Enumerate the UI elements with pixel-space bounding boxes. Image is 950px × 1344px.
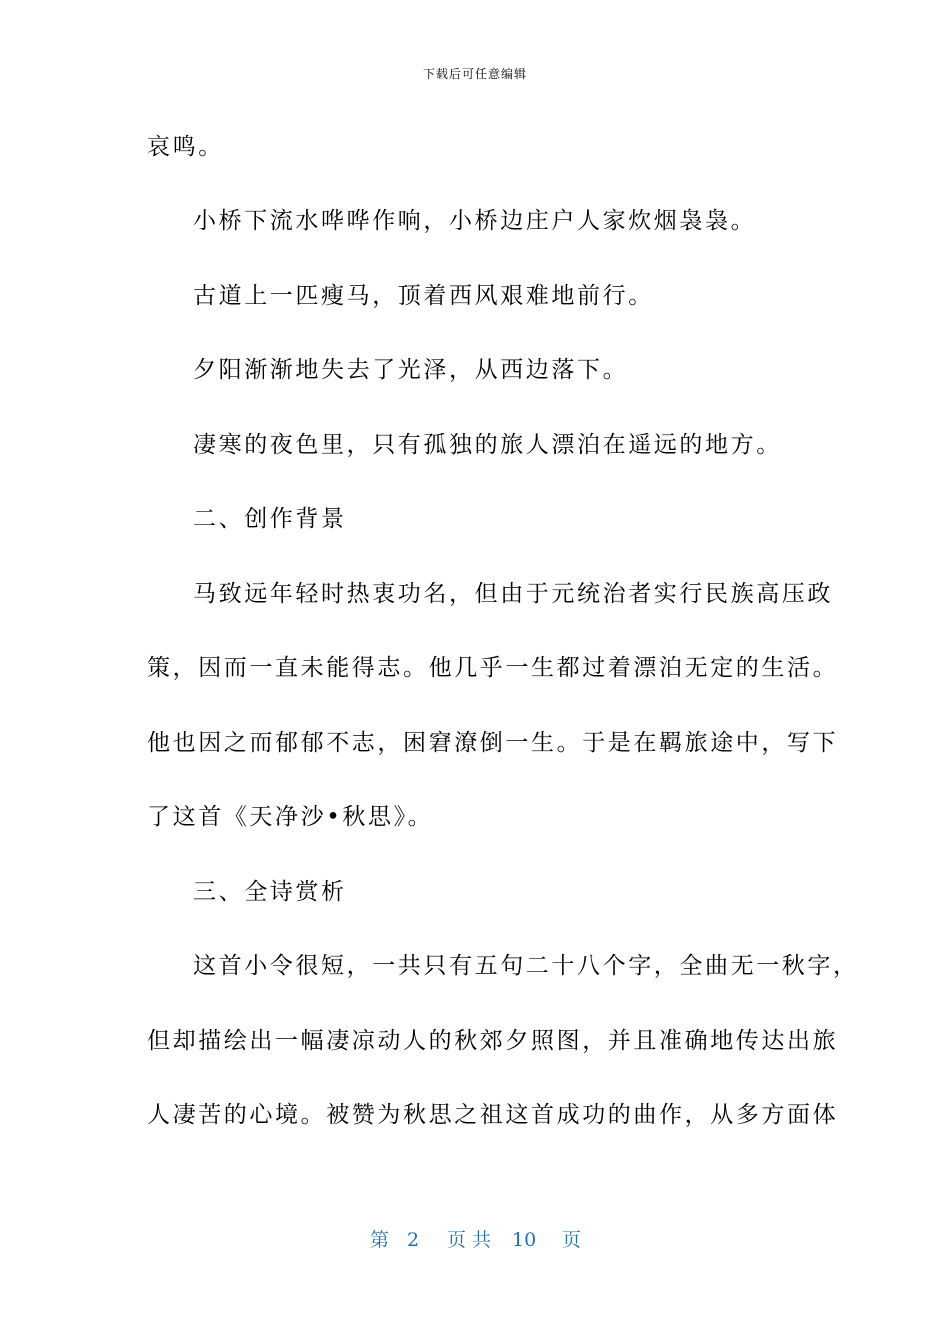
text-line: 了这首《天净沙•秋思》。	[147, 804, 434, 830]
section-heading: 三、全诗赏析	[193, 879, 347, 905]
page-footer	[0, 1226, 950, 1254]
footer-prefix: 第	[370, 1229, 390, 1251]
section-heading: 二、创作背景	[193, 506, 347, 532]
text-line: 凄寒的夜色里，只有孤独的旅人漂泊在遥远的地方。	[193, 432, 782, 458]
text-line: 这首小令很短，一共只有五句二十八个字，全曲无一秋字，	[193, 953, 859, 979]
total-pages-number: 10	[512, 1229, 537, 1251]
text-line: 古道上一匹瘦马，顶着西风艰难地前行。	[193, 283, 654, 309]
text-line: 他也因之而郁郁不志，困窘潦倒一生。于是在羁旅途中，写下	[147, 730, 839, 756]
footer-middle: 页 共	[447, 1229, 492, 1251]
current-page-number: 2	[407, 1229, 420, 1251]
text-line: 策，因而一直未能得志。他几乎一生都过着漂泊无定的生活。	[147, 655, 839, 681]
text-line: 夕阳渐渐地失去了光泽，从西边落下。	[193, 357, 629, 383]
footer-suffix: 页	[562, 1229, 582, 1251]
text-line: 人凄苦的心境。被赞为秋思之祖这首成功的曲作，从多方面体	[147, 1102, 839, 1128]
page-header: 下载后可任意编辑	[422, 67, 527, 81]
text-line: 哀鸣。	[147, 134, 224, 160]
text-line: 但却描绘出一幅凄凉动人的秋郊夕照图，并且准确地传达出旅	[147, 1028, 839, 1054]
text-line: 马致远年轻时热衷功名，但由于元统治者实行民族高压政	[193, 581, 833, 607]
text-line: 小桥下流水哗哗作响，小桥边庄户人家炊烟袅袅。	[193, 208, 757, 234]
